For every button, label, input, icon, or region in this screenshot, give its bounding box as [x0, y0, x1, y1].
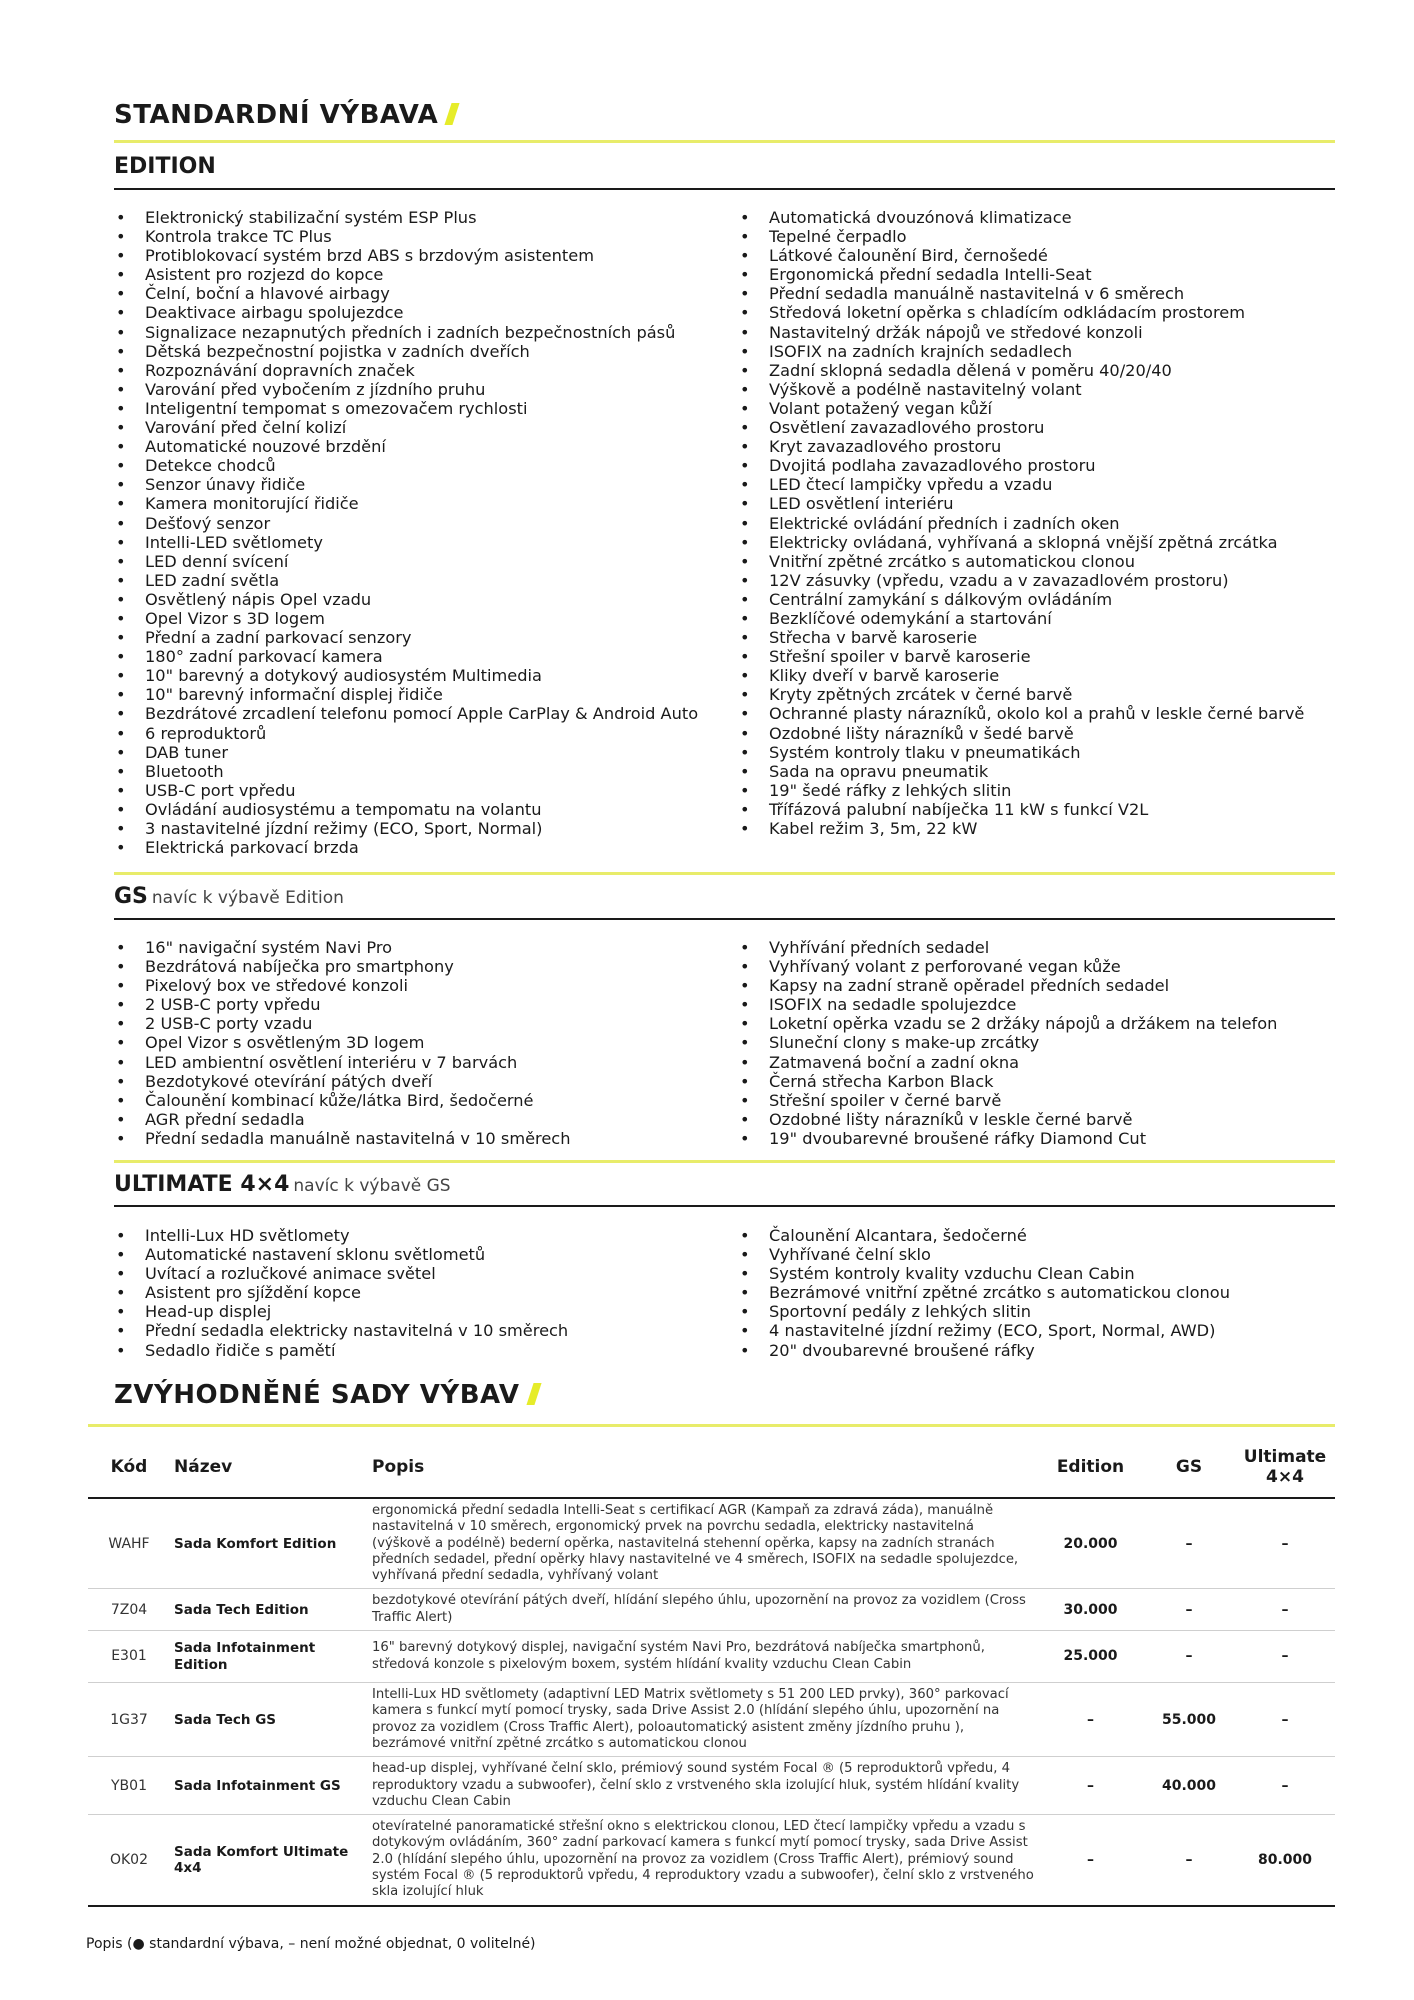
- cell-ultimate: –: [1235, 1589, 1335, 1631]
- cell-gs: –: [1143, 1589, 1235, 1631]
- table-row: [88, 1815, 1335, 1906]
- cell-name: Sada Tech Edition: [170, 1589, 368, 1631]
- list-item: • 180° zadní parkovací kamera: [116, 647, 698, 666]
- list-item: • Rozpoznávání dopravních značek: [116, 361, 698, 380]
- list-item: • Vyhřívané čelní sklo: [740, 1245, 1230, 1264]
- cell-desc: Intelli-Lux HD světlomety (adaptivní LED Matrix světlomety s 51 200 LED prvky), 360° parkovací kamera s funkcí mytí pomocí trysky, sada Drive Assist 2.0 (hlídání slepého úhlu, upozornění na provoz za vozidlem (Cross Traffic Alert), poloautomatický asistent změny jízdního pruhu ), bezrámové vnitřní zpětné zrcátko s automatickou clonou: [368, 1683, 1038, 1757]
- cell-code: WAHF: [88, 1498, 170, 1589]
- list-item: • Opel Vizor s osvětleným 3D logem: [116, 1033, 570, 1052]
- list-item: • Signalizace nezapnutých předních i zadních bezpečnostních pásů: [116, 323, 698, 342]
- list-item: • 12V zásuvky (vpředu, vzadu a v zavazadlovém prostoru): [740, 571, 1304, 590]
- list-item: • Volant potažený vegan kůží: [740, 399, 1304, 418]
- list-item: • DAB tuner: [116, 743, 698, 762]
- list-item: • 2 USB-C porty vzadu: [116, 1014, 570, 1033]
- cell-name: Sada Infotainment Edition: [170, 1631, 368, 1683]
- cell-ultimate: –: [1235, 1631, 1335, 1683]
- list-item: • LED zadní světla: [116, 571, 698, 590]
- list-item: • Látkové čalounění Bird, černošedé: [740, 246, 1304, 265]
- section-heading-gs: [114, 884, 344, 909]
- ultimate-list-left: [116, 1226, 568, 1360]
- cell-ultimate: –: [1235, 1757, 1335, 1815]
- ultimate-list-right: [740, 1226, 1230, 1360]
- divider: [114, 872, 1335, 875]
- divider: [114, 1205, 1335, 1207]
- list-item: • Kapsy na zadní straně opěradel předních sedadel: [740, 976, 1277, 995]
- list-item: • 10" barevný a dotykový audiosystém Multimedia: [116, 666, 698, 685]
- cell-edition: –: [1038, 1815, 1143, 1906]
- list-item: • Systém kontroly kvality vzduchu Clean Cabin: [740, 1264, 1230, 1283]
- list-item: • Čelní, boční a hlavové airbagy: [116, 284, 698, 303]
- list-item: • Automatické nouzové brzdění: [116, 437, 698, 456]
- edition-heading-text: EDITION: [114, 154, 216, 179]
- list-item: • Elektrické ovládání předních i zadních oken: [740, 514, 1304, 533]
- section-heading-ultimate: [114, 1172, 451, 1197]
- list-item: • Pixelový box ve středové konzoli: [116, 976, 570, 995]
- cell-edition: –: [1038, 1757, 1143, 1815]
- list-item: • ISOFIX na zadních krajních sedadlech: [740, 342, 1304, 361]
- cell-desc: 16" barevný dotykový displej, navigační systém Navi Pro, bezdrátová nabíječka smartphonů, středová konzole s pixelovým boxem, systém hlídání kvality vzduchu Clean Cabin: [368, 1631, 1038, 1683]
- divider: [88, 1424, 1335, 1427]
- list-item: • Třífázová palubní nabíječka 11 kW s funkcí V2L: [740, 800, 1304, 819]
- list-item: • Bezklíčové odemykání a startování: [740, 609, 1304, 628]
- list-item: • Asistent pro rozjezd do kopce: [116, 265, 698, 284]
- list-item: • Kliky dveří v barvě karoserie: [740, 666, 1304, 685]
- page-title: [114, 100, 456, 130]
- list-item: • Ozdobné lišty nárazníků v leskle černé barvě: [740, 1110, 1277, 1129]
- list-item: • Elektricky ovládaná, vyhřívaná a sklopná vnější zpětná zrcátka: [740, 533, 1304, 552]
- divider: [114, 140, 1335, 143]
- list-item: • Uvítací a rozlučkové animace světel: [116, 1264, 568, 1283]
- list-item: • Systém kontroly tlaku v pneumatikách: [740, 743, 1304, 762]
- list-item: • 6 reproduktorů: [116, 724, 698, 743]
- list-item: • Nastavitelný držák nápojů ve středové konzoli: [740, 323, 1304, 342]
- gs-heading-text: GS: [114, 884, 148, 909]
- gs-list-right: [740, 938, 1277, 1148]
- list-item: • Dešťový senzor: [116, 514, 698, 533]
- table-row: [88, 1683, 1335, 1757]
- divider: [114, 1160, 1335, 1163]
- list-item: • Asistent pro sjíždění kopce: [116, 1283, 568, 1302]
- list-item: • Přední sedadla manuálně nastavitelná v 10 směrech: [116, 1129, 570, 1148]
- list-item: • Bezdrátová nabíječka pro smartphony: [116, 957, 570, 976]
- table-row: [88, 1757, 1335, 1815]
- cell-gs: 40.000: [1143, 1757, 1235, 1815]
- list-item: • Ochranné plasty nárazníků, okolo kol a prahů v leskle černé barvě: [740, 704, 1304, 723]
- list-item: • Varování před čelní kolizí: [116, 418, 698, 437]
- cell-gs: –: [1143, 1498, 1235, 1589]
- list-item: • ISOFIX na sedadle spolujezdce: [740, 995, 1277, 1014]
- list-item: • Střešní spoiler v černé barvě: [740, 1091, 1277, 1110]
- cell-edition: 25.000: [1038, 1631, 1143, 1683]
- cell-code: YB01: [88, 1757, 170, 1815]
- ultimate-heading-text: ULTIMATE 4×4: [114, 1172, 290, 1197]
- list-item: • Bezrámové vnitřní zpětné zrcátko s automatickou clonou: [740, 1283, 1230, 1302]
- list-item: • Loketní opěrka vzadu se 2 držáky nápojů a držákem na telefon: [740, 1014, 1277, 1033]
- cell-name: Sada Tech GS: [170, 1683, 368, 1757]
- cell-edition: –: [1038, 1683, 1143, 1757]
- cell-gs: –: [1143, 1631, 1235, 1683]
- list-item: • Kryty zpětných zrcátek v černé barvě: [740, 685, 1304, 704]
- list-item: • Senzor únavy řidiče: [116, 475, 698, 494]
- cell-code: E301: [88, 1631, 170, 1683]
- col-header-code: Kód: [88, 1436, 170, 1498]
- list-item: • LED denní svícení: [116, 552, 698, 571]
- list-item: • Elektrická parkovací brzda: [116, 838, 698, 857]
- col-header-name: Název: [170, 1436, 368, 1498]
- accent-slash-icon: [445, 103, 460, 125]
- list-item: • Středová loketní opěrka s chladícím odkládacím prostorem: [740, 303, 1304, 322]
- cell-code: 7Z04: [88, 1589, 170, 1631]
- list-item: • LED ambientní osvětlení interiéru v 7 barvách: [116, 1053, 570, 1072]
- list-item: • Čalounění Alcantara, šedočerné: [740, 1226, 1230, 1245]
- cell-name: Sada Komfort Edition: [170, 1498, 368, 1589]
- list-item: • Sportovní pedály z lehkých slitin: [740, 1302, 1230, 1321]
- list-item: • Intelli-LED světlomety: [116, 533, 698, 552]
- list-item: • Osvětlený nápis Opel vzadu: [116, 590, 698, 609]
- col-header-edition: Edition: [1038, 1436, 1143, 1498]
- accent-slash-icon: [526, 1383, 541, 1405]
- list-item: • Vyhřívání předních sedadel: [740, 938, 1277, 957]
- ultimate-heading-sub: navíc k výbavě GS: [293, 1176, 451, 1196]
- list-item: • Detekce chodců: [116, 456, 698, 475]
- cell-gs: –: [1143, 1815, 1235, 1906]
- list-item: • Varování před vybočením z jízdního pruhu: [116, 380, 698, 399]
- list-item: • LED čtecí lampičky vpředu a vzadu: [740, 475, 1304, 494]
- edition-list-right: [740, 208, 1304, 838]
- list-item: • Automatické nastavení sklonu světlometů: [116, 1245, 568, 1264]
- list-item: • Protiblokovací systém brzd ABS s brzdovým asistentem: [116, 246, 698, 265]
- divider: [114, 918, 1335, 920]
- list-item: • Centrální zamykání s dálkovým ovládáním: [740, 590, 1304, 609]
- list-item: • Ergonomická přední sedadla Intelli-Seat: [740, 265, 1304, 284]
- gs-list-left: [116, 938, 570, 1148]
- table-row: [88, 1498, 1335, 1589]
- legend: Popis (● standardní výbava, – není možné objednat, 0 volitelné): [86, 1936, 536, 1952]
- list-item: • 4 nastavitelné jízdní režimy (ECO, Sport, Normal, AWD): [740, 1321, 1230, 1340]
- cell-gs: 55.000: [1143, 1683, 1235, 1757]
- cell-code: 1G37: [88, 1683, 170, 1757]
- list-item: • Ovládání audiosystému a tempomatu na volantu: [116, 800, 698, 819]
- cell-ultimate: 80.000: [1235, 1815, 1335, 1906]
- list-item: • Opel Vizor s 3D logem: [116, 609, 698, 628]
- list-item: • Deaktivace airbagu spolujezdce: [116, 303, 698, 322]
- cell-desc: ergonomická přední sedadla Intelli-Seat s certifikací AGR (Kampaň za zdravá záda), manuálně nastavitelná v 10 směrech, ergonomický prvek na povrchu sedadla, elektricky nastavitelná (výškově a podélně) bederní opěrka, nastavitelná stehenní opěrka, kapsy na zadních stranách předních sedadel, přední opěrky hlavy nastavitelné ve 4 směrech, ISOFIX na sedadle spolujezdce, vyhřívaná přední sedadla, vyhřívaný volant: [368, 1498, 1038, 1589]
- section-heading-edition: [114, 154, 216, 179]
- list-item: • AGR přední sedadla: [116, 1110, 570, 1129]
- list-item: • Sedadlo řidiče s pamětí: [116, 1341, 568, 1360]
- page-title-text: STANDARDNÍ VÝBAVA: [114, 100, 439, 130]
- cell-desc: head-up displej, vyhřívané čelní sklo, prémiový sound systém Focal ® (5 reproduktorů vpředu, 4 reproduktory vzadu a subwoofer), čelní sklo z vrstveného skla izolující hluk, systém hlídání kvality vzduchu Clean Cabin: [368, 1757, 1038, 1815]
- packages-title: [114, 1380, 538, 1410]
- list-item: • Automatická dvouzónová klimatizace: [740, 208, 1304, 227]
- packages-table-wrap: [88, 1436, 1335, 1907]
- list-item: • Kontrola trakce TC Plus: [116, 227, 698, 246]
- divider: [114, 188, 1335, 190]
- list-item: • Přední a zadní parkovací senzory: [116, 628, 698, 647]
- list-item: • Přední sedadla manuálně nastavitelná v 6 směrech: [740, 284, 1304, 303]
- cell-edition: 30.000: [1038, 1589, 1143, 1631]
- list-item: • Střecha v barvě karoserie: [740, 628, 1304, 647]
- cell-code: OK02: [88, 1815, 170, 1906]
- list-item: • Ozdobné lišty nárazníků v šedé barvě: [740, 724, 1304, 743]
- gs-heading-sub: navíc k výbavě Edition: [151, 888, 344, 908]
- col-header-gs: GS: [1143, 1436, 1235, 1498]
- list-item: • LED osvětlení interiéru: [740, 494, 1304, 513]
- cell-desc: otevíratelné panoramatické střešní okno s elektrickou clonou, LED čtecí lampičky vpředu a vzadu s dotykovým ovládáním, 360° zadní parkovací kamera s funkcí mytí pomocí trysky, sada Drive Assist 2.0 (hlídání slepého úhlu, upozornění na provoz za vozidlem (Cross Traffic Alert), prémiový sound systém Focal ® (5 reproduktorů vpředu, 4 reproduktory vzadu a subwoofer), čelní sklo z vrstveného skla izolující hluk: [368, 1815, 1038, 1906]
- list-item: • Vnitřní zpětné zrcátko s automatickou clonou: [740, 552, 1304, 571]
- packages-title-text: ZVÝHODNĚNÉ SADY VÝBAV: [114, 1380, 520, 1410]
- list-item: • Vyhřívaný volant z perforované vegan kůže: [740, 957, 1277, 976]
- list-item: • Tepelné čerpadlo: [740, 227, 1304, 246]
- list-item: • Bluetooth: [116, 762, 698, 781]
- list-item: • Kamera monitorující řidiče: [116, 494, 698, 513]
- table-row: [88, 1631, 1335, 1683]
- list-item: • Výškově a podélně nastavitelný volant: [740, 380, 1304, 399]
- list-item: • Přední sedadla elektricky nastavitelná v 10 směrech: [116, 1321, 568, 1340]
- col-header-desc: Popis: [368, 1436, 1038, 1498]
- cell-desc: bezdotykové otevírání pátých dveří, hlídání slepého úhlu, upozornění na provoz za vozidlem (Cross Traffic Alert): [368, 1589, 1038, 1631]
- list-item: • Zatmavená boční a zadní okna: [740, 1053, 1277, 1072]
- col-header-ultimate: Ultimate 4×4: [1235, 1436, 1335, 1498]
- table-header-row: [88, 1436, 1335, 1498]
- edition-list-left: [116, 208, 698, 857]
- list-item: • Dvojitá podlaha zavazadlového prostoru: [740, 456, 1304, 475]
- list-item: • Intelli-Lux HD světlomety: [116, 1226, 568, 1245]
- list-item: • Sluneční clony s make-up zrcátky: [740, 1033, 1277, 1052]
- list-item: • 20" dvoubarevné broušené ráfky: [740, 1341, 1230, 1360]
- table-row: [88, 1589, 1335, 1631]
- list-item: • Inteligentní tempomat s omezovačem rychlosti: [116, 399, 698, 418]
- cell-edition: 20.000: [1038, 1498, 1143, 1589]
- list-item: • Bezdotykové otevírání pátých dveří: [116, 1072, 570, 1091]
- list-item: • USB-C port vpředu: [116, 781, 698, 800]
- list-item: • Head-up displej: [116, 1302, 568, 1321]
- list-item: • Bezdrátové zrcadlení telefonu pomocí Apple CarPlay & Android Auto: [116, 704, 698, 723]
- cell-name: Sada Komfort Ultimate 4x4: [170, 1815, 368, 1906]
- list-item: • 2 USB-C porty vpředu: [116, 995, 570, 1014]
- cell-name: Sada Infotainment GS: [170, 1757, 368, 1815]
- list-item: • Černá střecha Karbon Black: [740, 1072, 1277, 1091]
- cell-ultimate: –: [1235, 1498, 1335, 1589]
- list-item: • Kryt zavazadlového prostoru: [740, 437, 1304, 456]
- list-item: • 19" dvoubarevné broušené ráfky Diamond Cut: [740, 1129, 1277, 1148]
- list-item: • Střešní spoiler v barvě karoserie: [740, 647, 1304, 666]
- list-item: • Zadní sklopná sedadla dělená v poměru 40/20/40: [740, 361, 1304, 380]
- list-item: • Osvětlení zavazadlového prostoru: [740, 418, 1304, 437]
- list-item: • 19" šedé ráfky z lehkých slitin: [740, 781, 1304, 800]
- list-item: • Elektronický stabilizační systém ESP Plus: [116, 208, 698, 227]
- list-item: • 10" barevný informační displej řidiče: [116, 685, 698, 704]
- packages-table: [88, 1436, 1335, 1907]
- list-item: • Dětská bezpečnostní pojistka v zadních dveřích: [116, 342, 698, 361]
- list-item: • 16" navigační systém Navi Pro: [116, 938, 570, 957]
- list-item: • Sada na opravu pneumatik: [740, 762, 1304, 781]
- cell-ultimate: –: [1235, 1683, 1335, 1757]
- list-item: • Kabel režim 3, 5m, 22 kW: [740, 819, 1304, 838]
- list-item: • 3 nastavitelné jízdní režimy (ECO, Sport, Normal): [116, 819, 698, 838]
- list-item: • Čalounění kombinací kůže/látka Bird, šedočerné: [116, 1091, 570, 1110]
